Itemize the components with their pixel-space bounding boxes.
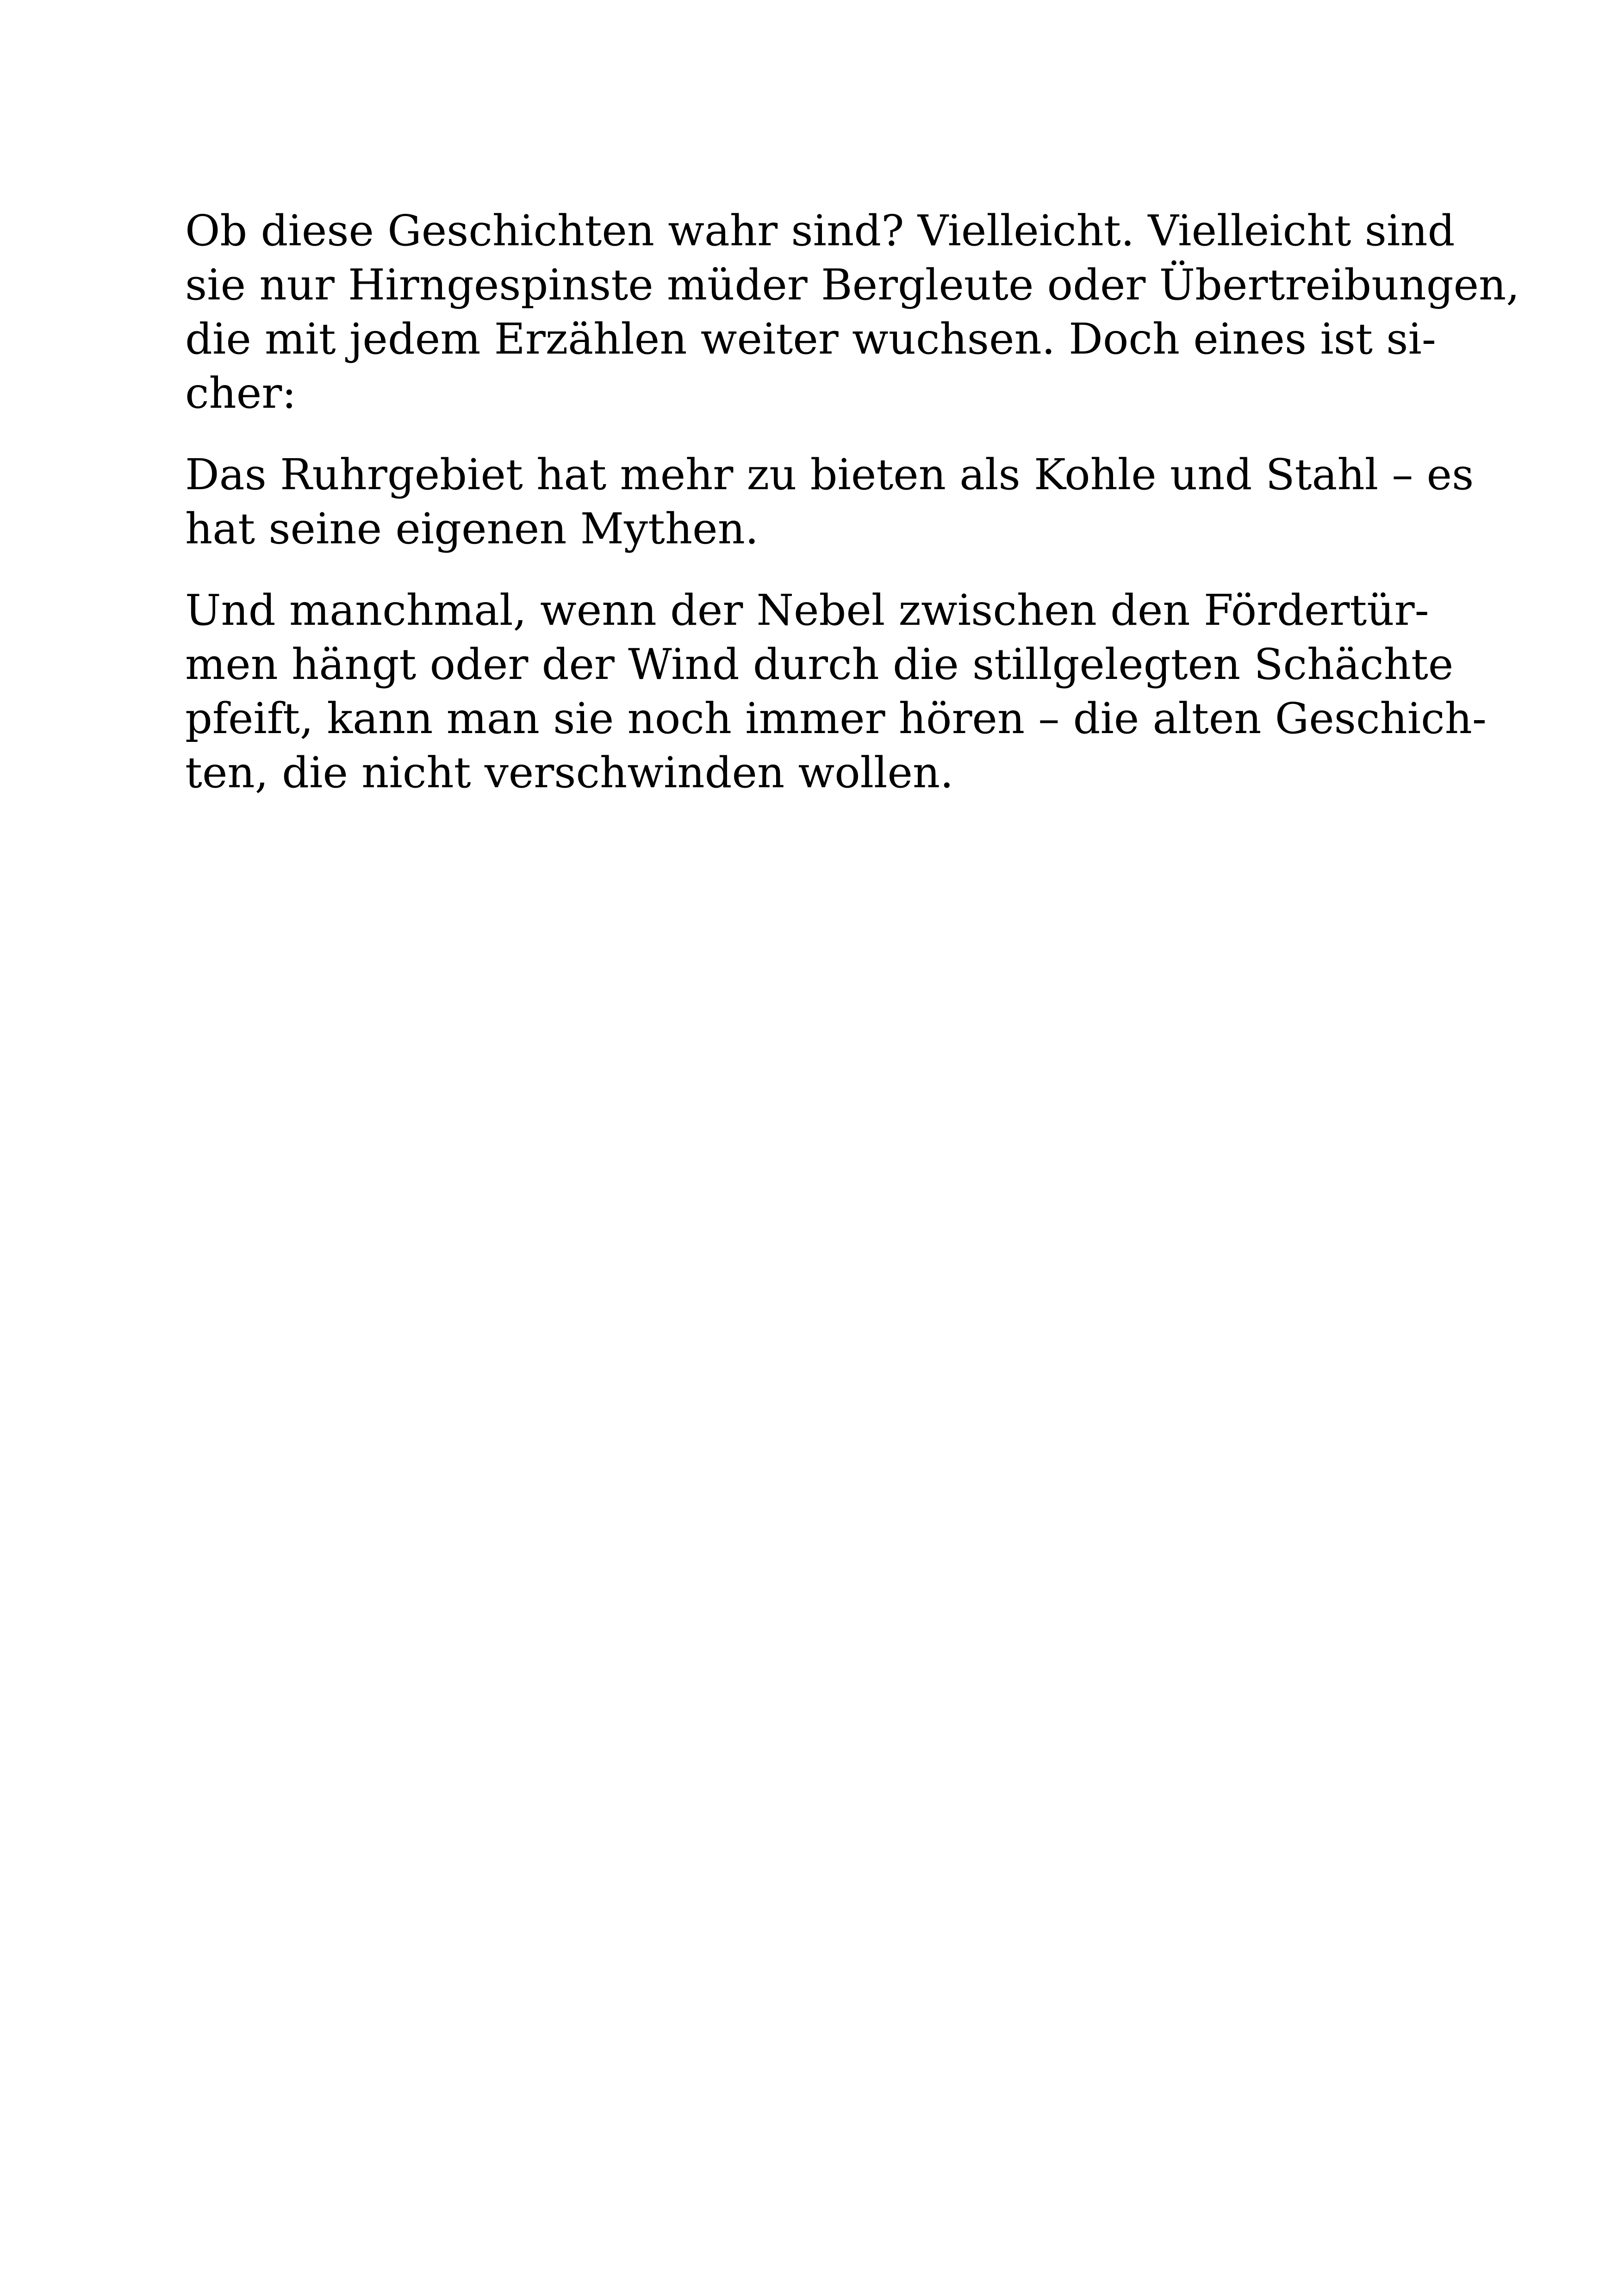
text-line: Ob diese Geschichten wahr sind? Vielleicht. Vielleicht sind xyxy=(185,206,1455,255)
text-line: Das Ruhrgebiet hat mehr zu bieten als Kohle und Stahl – es xyxy=(185,450,1474,499)
text-line: ten, die nicht verschwinden wollen. xyxy=(185,748,954,797)
paragraph-3 xyxy=(185,583,1487,800)
text-line: men hängt oder der Wind durch die stillgelegten Schächte xyxy=(185,640,1454,689)
text-line: sie nur Hirngespinste müder Bergleute oder Übertreibungen, xyxy=(185,260,1520,310)
paragraph-1 xyxy=(185,204,1520,420)
paragraph-2 xyxy=(185,448,1474,556)
text-line: cher: xyxy=(185,368,297,418)
body-text xyxy=(185,204,1520,827)
text-line: die mit jedem Erzählen weiter wuchsen. Doch eines ist si- xyxy=(185,314,1436,364)
text-line: Und manchmal, wenn der Nebel zwischen den Fördertür- xyxy=(185,585,1429,635)
text-line: pfeift, kann man sie noch immer hören – die alten Geschich- xyxy=(185,694,1487,743)
text-line: hat seine eigenen Mythen. xyxy=(185,504,759,554)
